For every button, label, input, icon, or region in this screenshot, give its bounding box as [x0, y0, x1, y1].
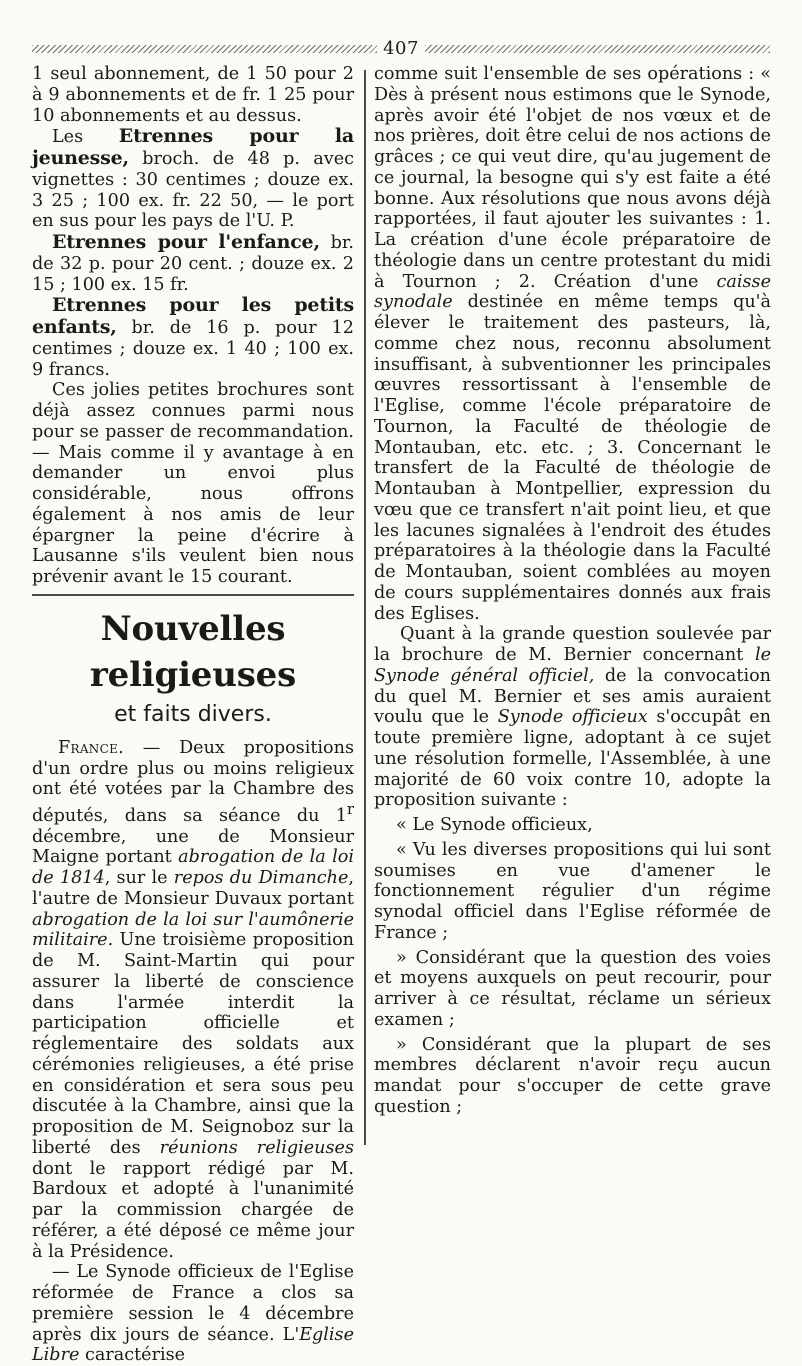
synode-text-1: — Le Synode officieux de l'Eglise réformée de France a clos sa première session le 4 décembre après dix jours de séance. L'	[32, 1262, 354, 1345]
france-italic-3: abrogation de la loi sur l'aumônerie militaire.	[32, 909, 354, 951]
france-text-2: décembre, une de Monsieur Maigne portant	[32, 826, 354, 868]
etrennes-petits	[32, 295, 354, 380]
bernier-text-1: Quant à la grande question soulevée par la brochure de M. Bernier concernant	[374, 624, 771, 665]
resolution-item-2: « Vu les diverses propositions qui lui sont soumises en vue d'amener le fonctionnement régulier d'un régime synodal officiel dans l'Eglise réformée de France ;	[374, 839, 771, 943]
france-italic-2: repos du Dimanche	[173, 868, 349, 889]
synode-italic-1: Eglise Libre	[32, 1324, 354, 1366]
bernier-italic-2: Synode officieux	[497, 707, 648, 728]
synode-text-2: caractérise	[79, 1345, 186, 1366]
france-sup: r	[346, 801, 354, 818]
operations-paragraph	[374, 64, 771, 624]
synode-paragraph	[32, 1262, 354, 1366]
france-text-1: — Deux propositions d'un ordre plus ou moins religieux ont été votées par la Chambre des députés, dans sa séance du 1	[32, 737, 354, 826]
page-header	[32, 38, 770, 60]
operations-text-1: comme suit l'ensemble de ses opérations : « Dès à présent nous estimons que le Synode, après avoir été l'objet de nos vœux et de nos prières, doit être celui de nos actions de grâces ; ce qui veut dire, qu'au jugement de ce journal, la besogne qui s'y est faite a été bonne. Aux résolutions que nous avons déjà rapportées, il faut ajouter les suivantes : 1. La création d'une école préparatoire de théologie dans un centre protestant du midi à Tournon ; 2. Création d'une	[374, 64, 771, 292]
etrennes-enfance-title: Etrennes pour l'enfance,	[52, 231, 320, 253]
etrennes-enfance	[32, 232, 354, 295]
resolution-item-1: « Le Synode officieux,	[396, 815, 593, 835]
etrennes-jeunesse-lead: Les	[52, 127, 119, 148]
france-italic-1: abrogation de la loi de 1814	[32, 847, 354, 889]
operations-text-2: destinée en même temps qu'à élever le traitement des pasteurs, là, comme chez nous, reconnu absolument insuffisant, à subventionner les principales œuvres ressortissant à l'ensemble de l'Eglise, comme l'école préparatoire de Tournon, la Faculté de théologie de Montauban, etc. etc. ; 3. Concernant le transfert de la Faculté de théologie de Montauban à Montpellier, expression du vœu que ce transfert n'ait point lieu, et que les lacunes signalées à l'endroit des études préparatoires à la théologie dans la Faculté de Montauban, soient comblées au moyen de cours supplémentaires donnés aux frais des Eglises.	[374, 292, 771, 624]
france-text-5: Une troisième proposition de M. Saint-Martin qui pour assurer la liberté de conscience dans l'armée interdit la participation officielle et réglementaire des soldats aux cérémonies religieuses, a été prise en considération et sera sous peu discutée à la Chambre, ainsi que la proposition de M. Seignoboz sur la liberté des	[32, 930, 354, 1158]
etrennes-petits-title: Etrennes pour les petits enfants,	[32, 294, 354, 338]
etrennes-jeunesse-text: broch. de 48 p. avec vignettes : 30 centimes ; douze ex. 3 25 ; 100 ex. fr. 22 50, — le port en sus pour les pays de l'U. P.	[32, 149, 354, 232]
france-text-3: , sur le	[104, 868, 174, 889]
subscription-prices: 1 seul abonnement, de 1 50 pour 2 à 9 abonnements et de fr. 1 25 pour 10 abonnements et au dessus.	[32, 64, 354, 126]
bernier-text-3: s'occupât en toute première ligne, adoptant à ce sujet une résolution formelle, l'Assemblée, à une majorité de 60 voix contre 10, adopte la proposition suivante :	[374, 707, 771, 811]
etrennes-enfance-text: br. de 32 p. pour 20 cent. ; douze ex. 2 15 ; 100 ex. 15 fr.	[32, 233, 354, 295]
france-italic-4: réunions religieuses	[159, 1137, 354, 1158]
section-title: Nouvelles religieuses	[89, 608, 297, 695]
bernier-text-2: de la convocation du quel M. Bernier et ses amis auraient voulu que le	[374, 665, 771, 728]
resolution-item-3: » Considérant que la question des voies et moyens auxquels on peut recourir, pour arriver à ce résultat, réclame un sérieux examen ;	[374, 947, 771, 1030]
section-subtitle: et faits divers.	[114, 701, 272, 727]
etrennes-petits-text: br. de 16 p. pour 12 centimes ; douze ex. 1 40 ; 100 ex. 9 francs.	[32, 318, 354, 380]
bernier-paragraph	[374, 624, 771, 811]
header-ornament-right	[425, 45, 770, 53]
france-text-6: dont le rapport rédigé par M. Bardoux et adopté à l'unanimité par la commission chargée de référer, a été déposé ce même jour à la Présidence.	[32, 1158, 354, 1262]
resolution-item-4: » Considérant que la plupart de ses membres déclarent n'avoir reçu aucun mandat pour s'occuper de cette grave question ;	[374, 1034, 771, 1117]
page-number: 407	[383, 38, 419, 59]
france-text-4: , l'autre de Monsieur Duvaux portant	[32, 868, 354, 909]
etrennes-jeunesse	[32, 126, 354, 232]
operations-italic-1: caisse synodale	[374, 271, 771, 313]
left-column	[32, 64, 354, 1366]
france-paragraph	[32, 738, 354, 1263]
header-ornament-left	[32, 45, 377, 53]
column-divider	[364, 70, 366, 1145]
brochures-paragraph: Ces jolies petites brochures sont déjà assez connues parmi nous pour se passer de recommandation. — Mais comme il y avantage à en demander un envoi plus considérable, nous offrons également à nos amis de leur épargner la peine d'écrire à Lausanne s'ils veulent bien nous prévenir avant le 15 courant.	[32, 380, 354, 587]
france-label: France.	[58, 737, 125, 758]
right-column	[374, 64, 771, 1118]
bernier-italic-1: le Synode général officiel,	[374, 645, 771, 686]
section-separator	[32, 594, 354, 596]
etrennes-jeunesse-title: Etrennes pour la jeunesse,	[32, 125, 354, 169]
